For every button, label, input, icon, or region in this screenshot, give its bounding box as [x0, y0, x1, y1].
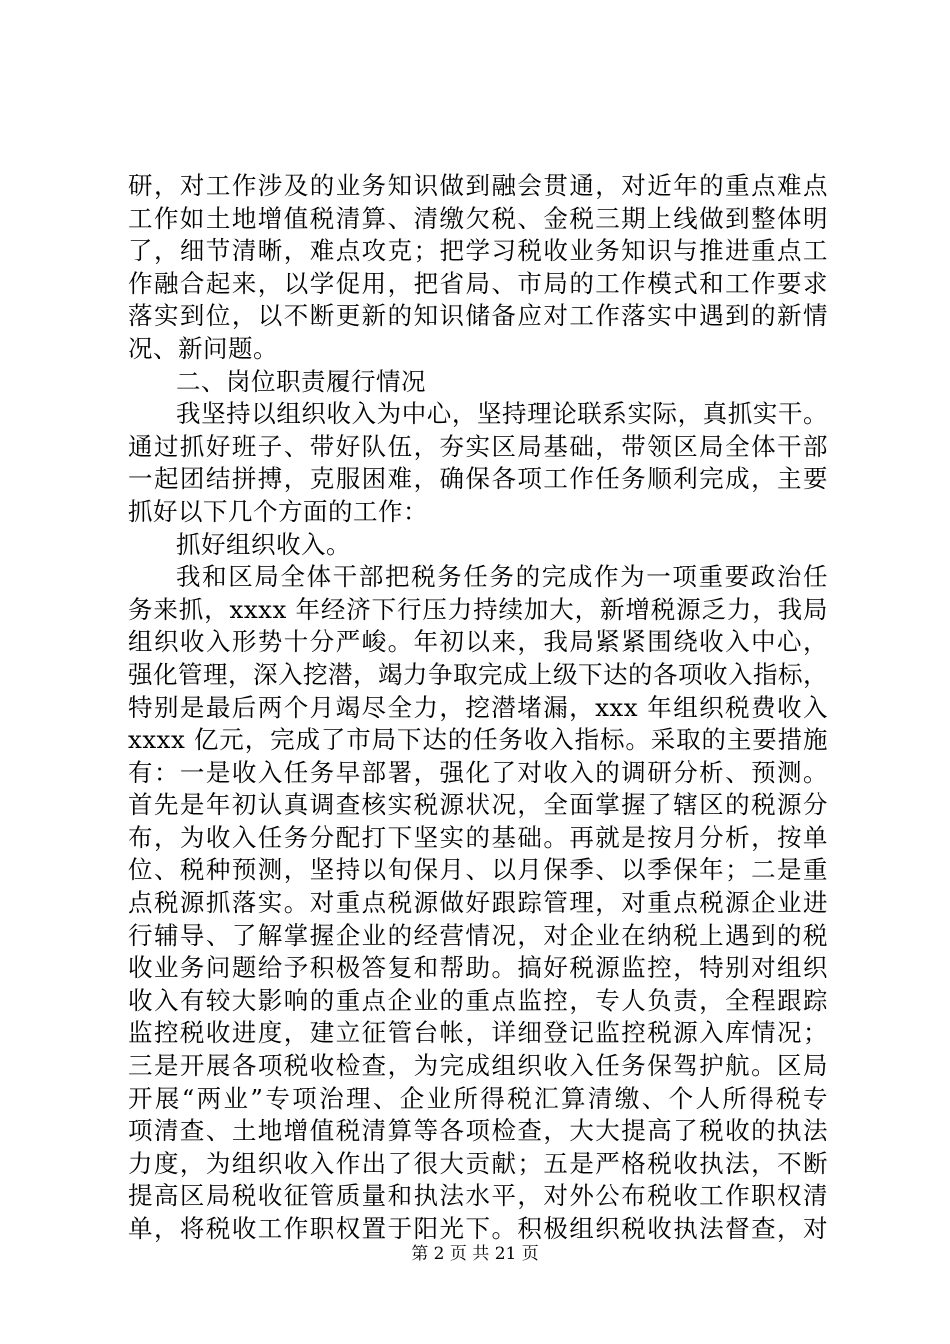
document-body [128, 170, 828, 1246]
text-line: 提高区局税收征管质量和执法水平，对外公布税收工作职权清 [128, 1181, 828, 1211]
text-line: 作融合起来，以学促用，把省局、市局的工作模式和工作要求 [128, 268, 828, 298]
text-line: 落实到位，以不断更新的知识储备应对工作落实中遇到的新情 [128, 301, 828, 331]
subsection-heading: 抓好组织收入。 [176, 529, 351, 559]
text-line: 收业务问题给予积极答复和帮助。搞好税源监控，特别对组织 [128, 953, 828, 983]
text-line: 力度，为组织收入作出了很大贡献；五是严格税收执法，不断 [128, 1148, 828, 1178]
text-line: 通过抓好班子、带好队伍，夯实区局基础，带领区局全体干部 [128, 431, 828, 461]
text-line: 一起团结拼搏，克服困难，确保各项工作任务顺利完成，主要 [128, 464, 828, 494]
text-line: xxxx 亿元，完成了市局下达的任务收入指标。采取的主要措施 [128, 725, 828, 755]
text-line: 抓好以下几个方面的工作： [128, 496, 428, 526]
text-line: 监控税收进度，建立征管台帐，详细登记监控税源入库情况； [128, 1018, 828, 1048]
text-line: 点税源抓落实。对重点税源做好跟踪管理，对重点税源企业进 [128, 888, 828, 918]
text-line: 我坚持以组织收入为中心，坚持理论联系实际，真抓实干。 [176, 399, 828, 429]
text-line: 强化管理，深入挖潜，竭力争取完成上级下达的各项收入指标， [128, 659, 828, 689]
text-line: 特别是最后两个月竭尽全力，挖潜堵漏，xxx 年组织税费收入 [128, 692, 828, 722]
text-line: 务来抓，xxxx 年经济下行压力持续加大，新增税源乏力，我局 [128, 594, 828, 624]
text-line: 研，对工作涉及的业务知识做到融会贯通，对近年的重点难点 [128, 171, 828, 200]
section-heading: 二、岗位职责履行情况 [176, 366, 426, 396]
text-line: 布，为收入任务分配打下坚实的基础。再就是按月分析，按单 [128, 822, 828, 852]
text-line: 了，细节清晰，难点攻克；把学习税收业务知识与推进重点工 [128, 236, 828, 266]
text-line: 行辅导、了解掌握企业的经营情况，对企业在纳税上遇到的税 [128, 920, 828, 950]
text-line: 首先是年初认真调查核实税源状况，全面掌握了辖区的税源分 [128, 790, 828, 820]
text-line: 工作如土地增值税清算、清缴欠税、金税三期上线做到整体明 [128, 203, 828, 233]
text-line: 三是开展各项税收检查，为完成组织收入任务保驾护航。区局 [128, 1051, 828, 1081]
text-line: 项清查、土地增值税清算等各项检查，大大提高了税收的执法 [128, 1116, 828, 1146]
page-footer [0, 1243, 950, 1265]
text-line: 开展“两业”专项治理、企业所得税汇算清缴、个人所得税专 [128, 1083, 828, 1113]
text-line: 位、税种预测，坚持以旬保月、以月保季、以季保年；二是重 [128, 855, 828, 885]
text-line: 况、新问题。 [128, 333, 278, 363]
text-line: 组织收入形势十分严峻。年初以来，我局紧紧围绕收入中心， [128, 627, 828, 657]
text-line: 单，将税收工作职权置于阳光下。积极组织税收执法督查，对 [128, 1214, 828, 1243]
text-line: 有：一是收入任务早部署，强化了对收入的调研分析、预测。 [128, 757, 828, 787]
text-line: 我和区局全体干部把税务任务的完成作为一项重要政治任 [176, 562, 828, 592]
page-number-label: 第 2 页 共 21 页 [411, 1244, 539, 1264]
text-line: 收入有较大影响的重点企业的重点监控，专人负责，全程跟踪 [128, 985, 828, 1015]
